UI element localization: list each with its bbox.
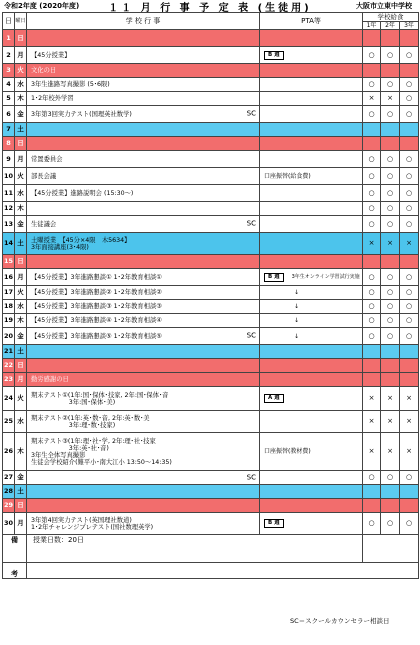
lunch-mark-grade-2: [381, 123, 400, 137]
school-event: [27, 411, 260, 433]
lunch-mark-grade-1: ○: [363, 471, 381, 485]
lunch-mark-grade-1: ×: [363, 233, 381, 255]
lunch-mark-grade-1: ○: [363, 106, 381, 123]
lunch-mark-grade-3: ○: [400, 216, 419, 233]
lunch-mark-grade-1: ○: [363, 269, 381, 286]
lunch-mark-grade-1: [363, 137, 381, 151]
lunch-mark-grade-2: ○: [381, 300, 400, 314]
day-row: [3, 373, 419, 387]
col-grade-1: 1年: [363, 22, 381, 30]
weekday: 火: [15, 168, 27, 185]
lunch-mark-grade-3: [400, 255, 419, 269]
weekday: 火: [15, 387, 27, 411]
day-row: [3, 47, 419, 64]
lunch-mark-grade-1: ×: [363, 411, 381, 433]
day-number: 2: [3, 47, 15, 64]
lunch-mark-grade-2: ○: [381, 513, 400, 535]
lunch-mark-grade-3: ×: [400, 411, 419, 433]
day-number: 27: [3, 471, 15, 485]
lunch-mark-grade-3: ○: [400, 286, 419, 300]
weekday: 金: [15, 328, 27, 345]
fiscal-year: 令和2年度 (2020年度): [4, 2, 80, 10]
day-number: 18: [3, 300, 15, 314]
school-event: [27, 64, 260, 78]
remarks-label-bottom: 考: [3, 563, 27, 579]
pta-event: [260, 255, 363, 269]
page-header: [0, 0, 420, 12]
pta-event: [260, 233, 363, 255]
lunch-mark-grade-2: ×: [381, 92, 400, 106]
day-row: [3, 123, 419, 137]
pta-event: [260, 314, 363, 328]
week-badge: B 週: [264, 519, 284, 528]
event-text: 【45分授業】3年進路懇談④ 1･2年教育相談④: [31, 317, 162, 324]
pta-text: 口座振替(教材費): [264, 448, 311, 455]
week-badge: B 週: [264, 51, 284, 60]
lunch-mark-grade-2: ×: [381, 433, 400, 471]
lunch-mark-grade-3: [400, 359, 419, 373]
weekday: 土: [15, 345, 27, 359]
pta-event: [260, 168, 363, 185]
weekday: 金: [15, 106, 27, 123]
col-grade-3: 3年: [400, 22, 419, 30]
event-text: 期末テスト③(1年:理･社･学, 2年:理･社･技家 3年:英･社･音) 3年生全体写真撮影 生徒会学校紹介(難平小･南大江小 13:50～14:35): [31, 437, 172, 466]
lunch-mark-grade-1: ○: [363, 151, 381, 168]
school-event: [27, 300, 260, 314]
weekday: 木: [15, 314, 27, 328]
lunch-mark-grade-3: ×: [400, 387, 419, 411]
lunch-mark-grade-2: [381, 359, 400, 373]
school-name: 大阪市立東中学校: [356, 2, 412, 10]
school-event: [27, 269, 260, 286]
lunch-mark-grade-1: ○: [363, 513, 381, 535]
pta-event: [260, 359, 363, 373]
lunch-mark-grade-1: [363, 64, 381, 78]
school-event: [27, 359, 260, 373]
pta-event: [260, 151, 363, 168]
school-event: [27, 151, 260, 168]
day-number: 3: [3, 64, 15, 78]
lunch-mark-grade-2: ○: [381, 78, 400, 92]
lunch-mark-grade-3: ○: [400, 471, 419, 485]
day-row: [3, 359, 419, 373]
pta-text: 口座振替(給食費): [264, 172, 311, 180]
event-text: 3年第4回実力テスト(英国理社数道) 1･2年チャレンジプレテスト(国社数理英学): [31, 516, 154, 531]
lunch-mark-grade-3: ○: [400, 106, 419, 123]
weekday: 金: [15, 216, 27, 233]
day-number: 11: [3, 185, 15, 202]
lunch-mark-grade-3: [400, 64, 419, 78]
weekday: 月: [15, 269, 27, 286]
pta-note: 3年生オンライン学習試行実施: [291, 273, 360, 280]
day-row: [3, 387, 419, 411]
lunch-mark-grade-3: ○: [400, 185, 419, 202]
lunch-mark-grade-1: ○: [363, 202, 381, 216]
weekday: 火: [15, 64, 27, 78]
day-row: [3, 286, 419, 300]
lunch-mark-grade-3: [400, 485, 419, 499]
lunch-mark-grade-2: ○: [381, 269, 400, 286]
lunch-mark-grade-1: ○: [363, 216, 381, 233]
lunch-mark-grade-2: ○: [381, 216, 400, 233]
pta-event: [260, 387, 363, 411]
lunch-mark-grade-1: [363, 30, 381, 47]
weekday: 土: [15, 233, 27, 255]
lunch-mark-grade-2: [381, 373, 400, 387]
weekday: 水: [15, 411, 27, 433]
schedule-table: [2, 12, 419, 579]
lunch-mark-grade-2: [381, 255, 400, 269]
lunch-mark-grade-3: [400, 499, 419, 513]
lunch-mark-grade-2: [381, 30, 400, 47]
school-event: [27, 168, 260, 185]
school-event: [27, 106, 260, 123]
lunch-mark-grade-1: ○: [363, 314, 381, 328]
event-text: 部長会議: [31, 172, 57, 180]
day-number: 19: [3, 314, 15, 328]
lunch-mark-grade-1: [363, 123, 381, 137]
col-day: 日: [3, 13, 15, 30]
lunch-mark-grade-3: [400, 30, 419, 47]
school-event: [27, 92, 260, 106]
pta-event: [260, 411, 363, 433]
day-row: [3, 106, 419, 123]
lunch-mark-grade-1: ○: [363, 168, 381, 185]
school-event: [27, 202, 260, 216]
day-number: 6: [3, 106, 15, 123]
remarks-label-top: 備: [3, 535, 27, 563]
col-school-lunch: 学校給食: [363, 13, 419, 22]
weekday: 日: [15, 255, 27, 269]
event-text: 土曜授業 【45分×4限 木5634】 3年面接講座(3･4限): [31, 236, 131, 251]
pta-event: [260, 300, 363, 314]
sc-note: SC＝スクールカウンセラー相談日: [290, 617, 390, 625]
lunch-mark-grade-2: ○: [381, 151, 400, 168]
day-number: 25: [3, 411, 15, 433]
lunch-mark-grade-2: ○: [381, 328, 400, 345]
weekday: 月: [15, 513, 27, 535]
school-event: [27, 373, 260, 387]
day-number: 5: [3, 92, 15, 106]
weekday: 水: [15, 78, 27, 92]
lunch-mark-grade-3: ○: [400, 92, 419, 106]
event-text: 【45分授業】: [31, 51, 71, 59]
lunch-mark-grade-3: ○: [400, 513, 419, 535]
day-number: 14: [3, 233, 15, 255]
day-number: 15: [3, 255, 15, 269]
day-row: [3, 202, 419, 216]
day-number: 12: [3, 202, 15, 216]
sc-marker: SC: [246, 331, 256, 340]
lunch-mark-grade-2: ○: [381, 471, 400, 485]
lunch-mark-grade-2: [381, 485, 400, 499]
event-text: 期末テスト②(1年:英･数･音, 2年:英･数･美 3年:理･数･技家): [31, 414, 150, 429]
lunch-mark-grade-2: [381, 137, 400, 151]
day-number: 29: [3, 499, 15, 513]
weekday: 日: [15, 137, 27, 151]
day-row: [3, 137, 419, 151]
lunch-mark-grade-3: ○: [400, 47, 419, 64]
weekday: 木: [15, 202, 27, 216]
col-grade-2: 2年: [381, 22, 400, 30]
event-text: 期末テスト①(1年:国･保体･技家, 2年:国･保体･音 3年:国･保体･美): [31, 391, 169, 406]
continue-arrow-icon: ↓: [294, 303, 300, 310]
col-pta: PTA等: [260, 13, 363, 30]
school-event: [27, 485, 260, 499]
school-event: [27, 137, 260, 151]
weekday: 金: [15, 471, 27, 485]
school-event: [27, 47, 260, 64]
weekday: 日: [15, 30, 27, 47]
sc-marker: SC: [246, 109, 256, 118]
col-school-events: 学 校 行 事: [27, 13, 260, 30]
lunch-mark-grade-2: [381, 64, 400, 78]
pta-event: [260, 30, 363, 47]
lunch-mark-grade-3: ○: [400, 269, 419, 286]
event-text: 文化の日: [31, 67, 57, 74]
day-row: [3, 433, 419, 471]
col-weekday: 曜日: [15, 13, 27, 30]
day-row: [3, 64, 419, 78]
lunch-mark-grade-1: [363, 359, 381, 373]
lunch-mark-grade-1: [363, 485, 381, 499]
lunch-mark-grade-2: [381, 499, 400, 513]
weekday: 水: [15, 185, 27, 202]
lunch-mark-grade-2: ○: [381, 168, 400, 185]
day-number: 21: [3, 345, 15, 359]
lunch-mark-grade-2: ×: [381, 411, 400, 433]
continue-arrow-icon: ↓: [294, 289, 300, 296]
lunch-mark-grade-2: ○: [381, 314, 400, 328]
day-row: [3, 513, 419, 535]
day-row: [3, 485, 419, 499]
day-number: 28: [3, 485, 15, 499]
pta-event: [260, 269, 363, 286]
day-number: 30: [3, 513, 15, 535]
day-row: [3, 345, 419, 359]
pta-event: [260, 78, 363, 92]
day-row: [3, 499, 419, 513]
day-number: 24: [3, 387, 15, 411]
lunch-mark-grade-3: ○: [400, 202, 419, 216]
pta-event: [260, 47, 363, 64]
weekday: 木: [15, 433, 27, 471]
pta-event: [260, 471, 363, 485]
school-event: [27, 471, 260, 485]
lunch-mark-grade-2: [381, 345, 400, 359]
lunch-mark-grade-1: ○: [363, 185, 381, 202]
lunch-mark-grade-3: ○: [400, 78, 419, 92]
lunch-mark-grade-1: ○: [363, 328, 381, 345]
day-row: [3, 411, 419, 433]
lunch-mark-grade-2: ×: [381, 233, 400, 255]
day-row: [3, 216, 419, 233]
day-row: [3, 151, 419, 168]
pta-event: [260, 373, 363, 387]
event-text: 3年第3回実力テスト(国理英社数学): [31, 110, 132, 118]
school-event: [27, 255, 260, 269]
day-row: [3, 78, 419, 92]
lunch-mark-grade-1: ×: [363, 433, 381, 471]
lunch-mark-grade-3: ○: [400, 168, 419, 185]
lunch-mark-grade-1: [363, 373, 381, 387]
lunch-mark-grade-1: ○: [363, 286, 381, 300]
school-event: [27, 233, 260, 255]
pta-event: [260, 137, 363, 151]
lunch-mark-grade-1: [363, 499, 381, 513]
pta-event: [260, 345, 363, 359]
weekday: 木: [15, 92, 27, 106]
event-text: 【45分授業】3年進路懇談② 1･2年教育相談②: [31, 289, 162, 296]
lunch-mark-grade-1: [363, 345, 381, 359]
day-number: 23: [3, 373, 15, 387]
school-event: [27, 314, 260, 328]
pta-event: [260, 216, 363, 233]
pta-event: [260, 499, 363, 513]
school-event: [27, 328, 260, 345]
lunch-mark-grade-2: ○: [381, 106, 400, 123]
lunch-mark-grade-1: ○: [363, 300, 381, 314]
sc-marker: SC: [246, 473, 256, 481]
day-number: 7: [3, 123, 15, 137]
day-row: [3, 314, 419, 328]
day-number: 4: [3, 78, 15, 92]
school-event: [27, 345, 260, 359]
weekday: 月: [15, 151, 27, 168]
day-number: 26: [3, 433, 15, 471]
day-row: [3, 92, 419, 106]
school-event: [27, 30, 260, 47]
lunch-mark-grade-1: ×: [363, 387, 381, 411]
day-number: 1: [3, 30, 15, 47]
remarks-empty: [363, 535, 419, 563]
page-title: １１ 月 行 事 予 定 表 (生徒用): [108, 3, 312, 14]
school-event: [27, 513, 260, 535]
day-row: [3, 168, 419, 185]
lunch-mark-grade-3: ○: [400, 300, 419, 314]
event-text: 【45分授業】3年進路懇談⑤ 1･2年教育相談⑤: [31, 332, 162, 340]
week-badge: A 週: [264, 394, 284, 403]
event-text: 3年生進路写真撮影 (5･6限): [31, 81, 110, 88]
day-number: 22: [3, 359, 15, 373]
weekday: 月: [15, 373, 27, 387]
day-number: 9: [3, 151, 15, 168]
pta-event: [260, 328, 363, 345]
day-number: 8: [3, 137, 15, 151]
lunch-mark-grade-1: ×: [363, 92, 381, 106]
event-text: 【45分授業】3年進路懇談③ 1･2年教育相談③: [31, 303, 162, 310]
weekday: 月: [15, 47, 27, 64]
week-badge: B 週: [264, 273, 284, 282]
lunch-mark-grade-3: ○: [400, 151, 419, 168]
event-text: 生徒議会: [31, 220, 57, 228]
event-text: 【45分授業】進路説明会 (15:30～): [31, 189, 134, 197]
day-number: 13: [3, 216, 15, 233]
day-number: 16: [3, 269, 15, 286]
remarks-body: [27, 563, 419, 579]
lunch-mark-grade-2: ×: [381, 387, 400, 411]
lunch-mark-grade-3: ×: [400, 233, 419, 255]
weekday: 水: [15, 300, 27, 314]
day-row: [3, 255, 419, 269]
weekday: 火: [15, 286, 27, 300]
event-text: 1･2年校外学習: [31, 95, 74, 102]
lunch-mark-grade-1: [363, 255, 381, 269]
day-number: 20: [3, 328, 15, 345]
lunch-mark-grade-1: ○: [363, 78, 381, 92]
lunch-mark-grade-3: [400, 345, 419, 359]
weekday: 土: [15, 485, 27, 499]
pta-event: [260, 64, 363, 78]
school-event: [27, 499, 260, 513]
continue-arrow-icon: ↓: [294, 317, 300, 324]
lunch-mark-grade-2: ○: [381, 185, 400, 202]
school-event: [27, 216, 260, 233]
day-row: [3, 269, 419, 286]
pta-event: [260, 92, 363, 106]
pta-event: [260, 185, 363, 202]
lunch-mark-grade-2: ○: [381, 47, 400, 64]
school-event: [27, 433, 260, 471]
weekday: 日: [15, 499, 27, 513]
event-text: 【45分授業】3年進路懇談① 1･2年教育相談①: [31, 273, 162, 281]
event-text: 常置委員会: [31, 155, 63, 163]
lunch-mark-grade-3: ○: [400, 328, 419, 345]
lunch-mark-grade-3: ×: [400, 433, 419, 471]
lunch-mark-grade-2: ○: [381, 286, 400, 300]
lunch-mark-grade-3: ○: [400, 314, 419, 328]
day-row: [3, 328, 419, 345]
pta-event: [260, 202, 363, 216]
pta-event: [260, 513, 363, 535]
day-number: 10: [3, 168, 15, 185]
lunch-mark-grade-3: [400, 373, 419, 387]
pta-event: [260, 485, 363, 499]
continue-arrow-icon: ↓: [294, 332, 300, 340]
day-row: [3, 300, 419, 314]
lunch-mark-grade-1: ○: [363, 47, 381, 64]
day-number: 17: [3, 286, 15, 300]
sc-marker: SC: [246, 219, 256, 228]
lunch-mark-grade-3: [400, 137, 419, 151]
pta-event: [260, 433, 363, 471]
day-row: [3, 30, 419, 47]
school-event: [27, 123, 260, 137]
event-text: 勤労感謝の日: [31, 376, 69, 383]
instruction-days: 授業日数：20日: [33, 536, 84, 544]
weekday: 日: [15, 359, 27, 373]
weekday: 土: [15, 123, 27, 137]
pta-event: [260, 123, 363, 137]
lunch-mark-grade-2: ○: [381, 202, 400, 216]
day-row: [3, 233, 419, 255]
lunch-mark-grade-3: [400, 123, 419, 137]
pta-event: [260, 106, 363, 123]
school-event: [27, 78, 260, 92]
school-event: [27, 387, 260, 411]
pta-event: [260, 286, 363, 300]
day-row: [3, 471, 419, 485]
remarks-jugyo: [27, 535, 363, 563]
school-event: [27, 286, 260, 300]
school-event: [27, 185, 260, 202]
day-row: [3, 185, 419, 202]
